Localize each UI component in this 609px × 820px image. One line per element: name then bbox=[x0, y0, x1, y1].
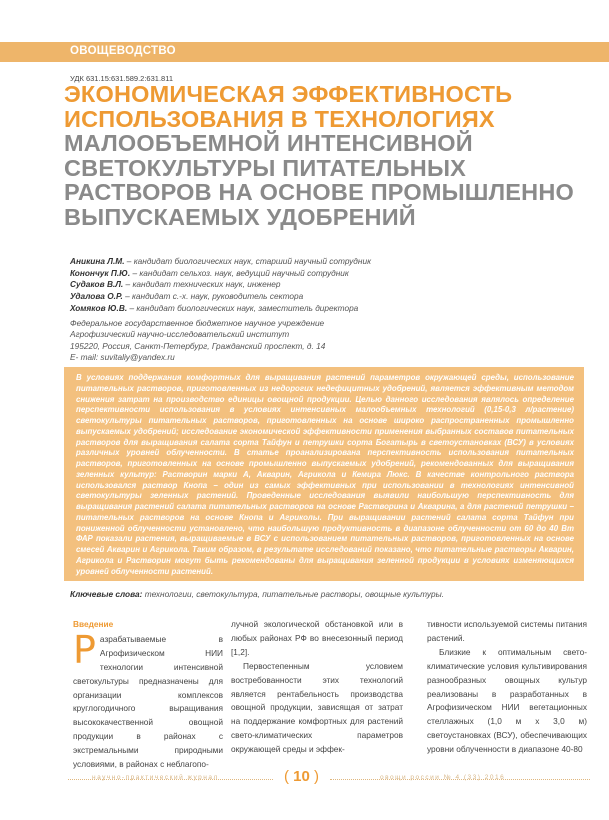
udk-code: УДК 631.15:631.589.2:631.811 bbox=[70, 74, 173, 83]
org-line: Федеральное государственное бюджетное научное учреждение bbox=[70, 318, 325, 328]
page-number-value: 10 bbox=[293, 768, 310, 785]
title-line: СВЕТОКУЛЬТУРЫ ПИТАТЕЛЬНЫХ bbox=[64, 154, 467, 181]
org-line: Агрофизический научно-исследовательский институт bbox=[70, 329, 290, 340]
author-name: Хомяков Ю.В. bbox=[70, 302, 128, 313]
section-banner bbox=[0, 42, 609, 62]
page-footer bbox=[0, 768, 609, 788]
title-line: РАСТВОРОВ НА ОСНОВЕ ПРОМЫШЛЕННО bbox=[64, 179, 575, 205]
paragraph-text: азрабатываемые в Агрофизическом НИИ технологии интенсивной светокультуры предназначены для организации комплексов круглогодичного выращивания высококачественной овощной продукции в районах с экстремальными природными условиями, в районах с неблагопо- bbox=[73, 633, 223, 770]
paragraph bbox=[73, 627, 223, 772]
title-line: ИСПОЛЬЗОВАНИЯ В ТЕХНОЛОГИЯХ bbox=[64, 105, 495, 132]
author-role: – кандидат технических наук, инженер bbox=[123, 279, 281, 290]
author-role: – кандидат биологических наук, заместитель директора bbox=[127, 302, 359, 313]
keywords bbox=[70, 589, 590, 599]
author-entry bbox=[70, 291, 590, 303]
author-entry bbox=[70, 303, 590, 315]
body-column-2 bbox=[231, 618, 403, 757]
organization-block bbox=[70, 318, 590, 363]
keywords-text: технологии, светокультура, питательные растворы, овощные культуры. bbox=[142, 589, 445, 599]
author-name: Удалова О.Р. bbox=[70, 291, 123, 302]
paragraph: тивности используемой системы питания растений. bbox=[427, 619, 587, 643]
article-title bbox=[64, 82, 584, 229]
drop-cap: Р bbox=[73, 627, 96, 672]
paragraph: Первостепенным условием востребованности этих технологий является рентабельность производства овощной продукции, зависящая от затрат на поддержание комфортных для растений свето-климатических параметров окружающей среды и эффек- bbox=[231, 660, 403, 755]
author-list bbox=[70, 256, 590, 315]
issue-info: овощи россии № 4 (33) 2016 bbox=[380, 774, 506, 781]
author-role: – кандидат биологических наук, старший научный сотрудник bbox=[124, 256, 371, 266]
keywords-label: Ключевые слова: bbox=[70, 589, 143, 599]
author-role: – кандидат с.-х. наук, руководитель сектора bbox=[122, 291, 304, 302]
section-label: ОВОЩЕВОДСТВО bbox=[70, 45, 176, 57]
abstract-box bbox=[64, 367, 584, 581]
author-entry bbox=[70, 256, 590, 268]
org-email: E- mail: suvitaliy@yandex.ru bbox=[70, 351, 175, 362]
author-name: Конончук П.Ю. bbox=[70, 267, 131, 278]
title-line: ЭКОНОМИЧЕСКАЯ ЭФФЕКТИВНОСТЬ bbox=[64, 81, 513, 107]
org-line: 195220, Россия, Санкт-Петербург, Гражданский проспект, д. 14 bbox=[70, 340, 326, 351]
paragraph: лучной экологической обстановкой или в любых районах РФ во внесезонный период [1,2]. bbox=[231, 619, 403, 657]
page-number: ( 10 ) bbox=[284, 768, 320, 785]
body-column-3 bbox=[427, 618, 587, 757]
author-role: – кандидат сельхоз. наук, ведущий научный сотрудник bbox=[130, 267, 349, 278]
author-entry bbox=[70, 268, 590, 280]
abstract-text: В условиях поддержания комфортных для выращивания растений параметров окружающей среды, использование питательных растворов, приготовленных из недорогих недефицитных удобрений, является эффективным методом снижения затрат на производство единицы овощной продукции. Целью данного исследования являлось определение перспективности использования в условиях интенсивных малообъемных технологий (0,15-0,3 л/растение) светокультуры питательных растворов, приготовленных на основе широко распространенных промышленно выпускаемых удобрений; исследование экономической эффективности применения выбранных составов питательных растворов для выращивания салата сорта Тайфун и петрушки сорта Богатырь в светоустановках (ВСУ) в условиях различных уровней облученности. В статье проанализирована перспективность использования питательных растворов, приготовленных на основе промышленно выпускаемых удобрений, рекомендованных для выращивания зеленных культур: Растворин марки А, Акварин, Агрикола и Кемира Люкс. В качестве контрольного раствора использовался раствор Кнопа – один из самых эффективных при использовании в технологиях интенсивной светокультуры зеленных растений. Проведенные исследования выявили наибольшую перспективность для выращивания растений салата питательных растворов на основе Растворина и Акварина, а для растений петрушки – питательных растворов на основе Кнопа и Агриколы. При выращивании растений салата сорта Тайфун при пониженной облученности установлено, что наибольшую продуктивность в диапазоне облученности от 60 до 40 Вт ФАР показали растения, выращиваемые в ВСУ с использованием питательных растворов, приготовленных на основе смесей Акварин и Агрикола. Таким образом, в результате исследований показано, что питательные растворы Акварин, Агрикола и Растворин могут быть рекомендованы для выращивания зеленной продукции в условиях изменяющихся уровней облученности растений. bbox=[76, 373, 574, 576]
section-heading: Введение bbox=[73, 619, 114, 629]
body-column-1 bbox=[73, 618, 223, 772]
journal-name: научно-практический журнал bbox=[92, 774, 219, 781]
author-name: Судаков В.Л. bbox=[70, 279, 124, 290]
author-name: Аникина Л.М. bbox=[70, 256, 125, 266]
paragraph: Близкие к оптимальным свето-климатические условия культивирования разнообразных овощных культур реализованы в разработанных в Агрофизическом НИИ вегетационных стеллажных (1,0 м х 3,0 м) светоустановках (ВСУ), обеспечивающих уровни облученности в диапазоне 40-80 bbox=[427, 646, 587, 755]
title-line: ВЫПУСКАЕМЫХ УДОБРЕНИЙ bbox=[64, 203, 416, 230]
title-line: МАЛООБЪЕМНОЙ ИНТЕНСИВНОЙ bbox=[64, 130, 473, 156]
author-entry bbox=[70, 279, 590, 291]
